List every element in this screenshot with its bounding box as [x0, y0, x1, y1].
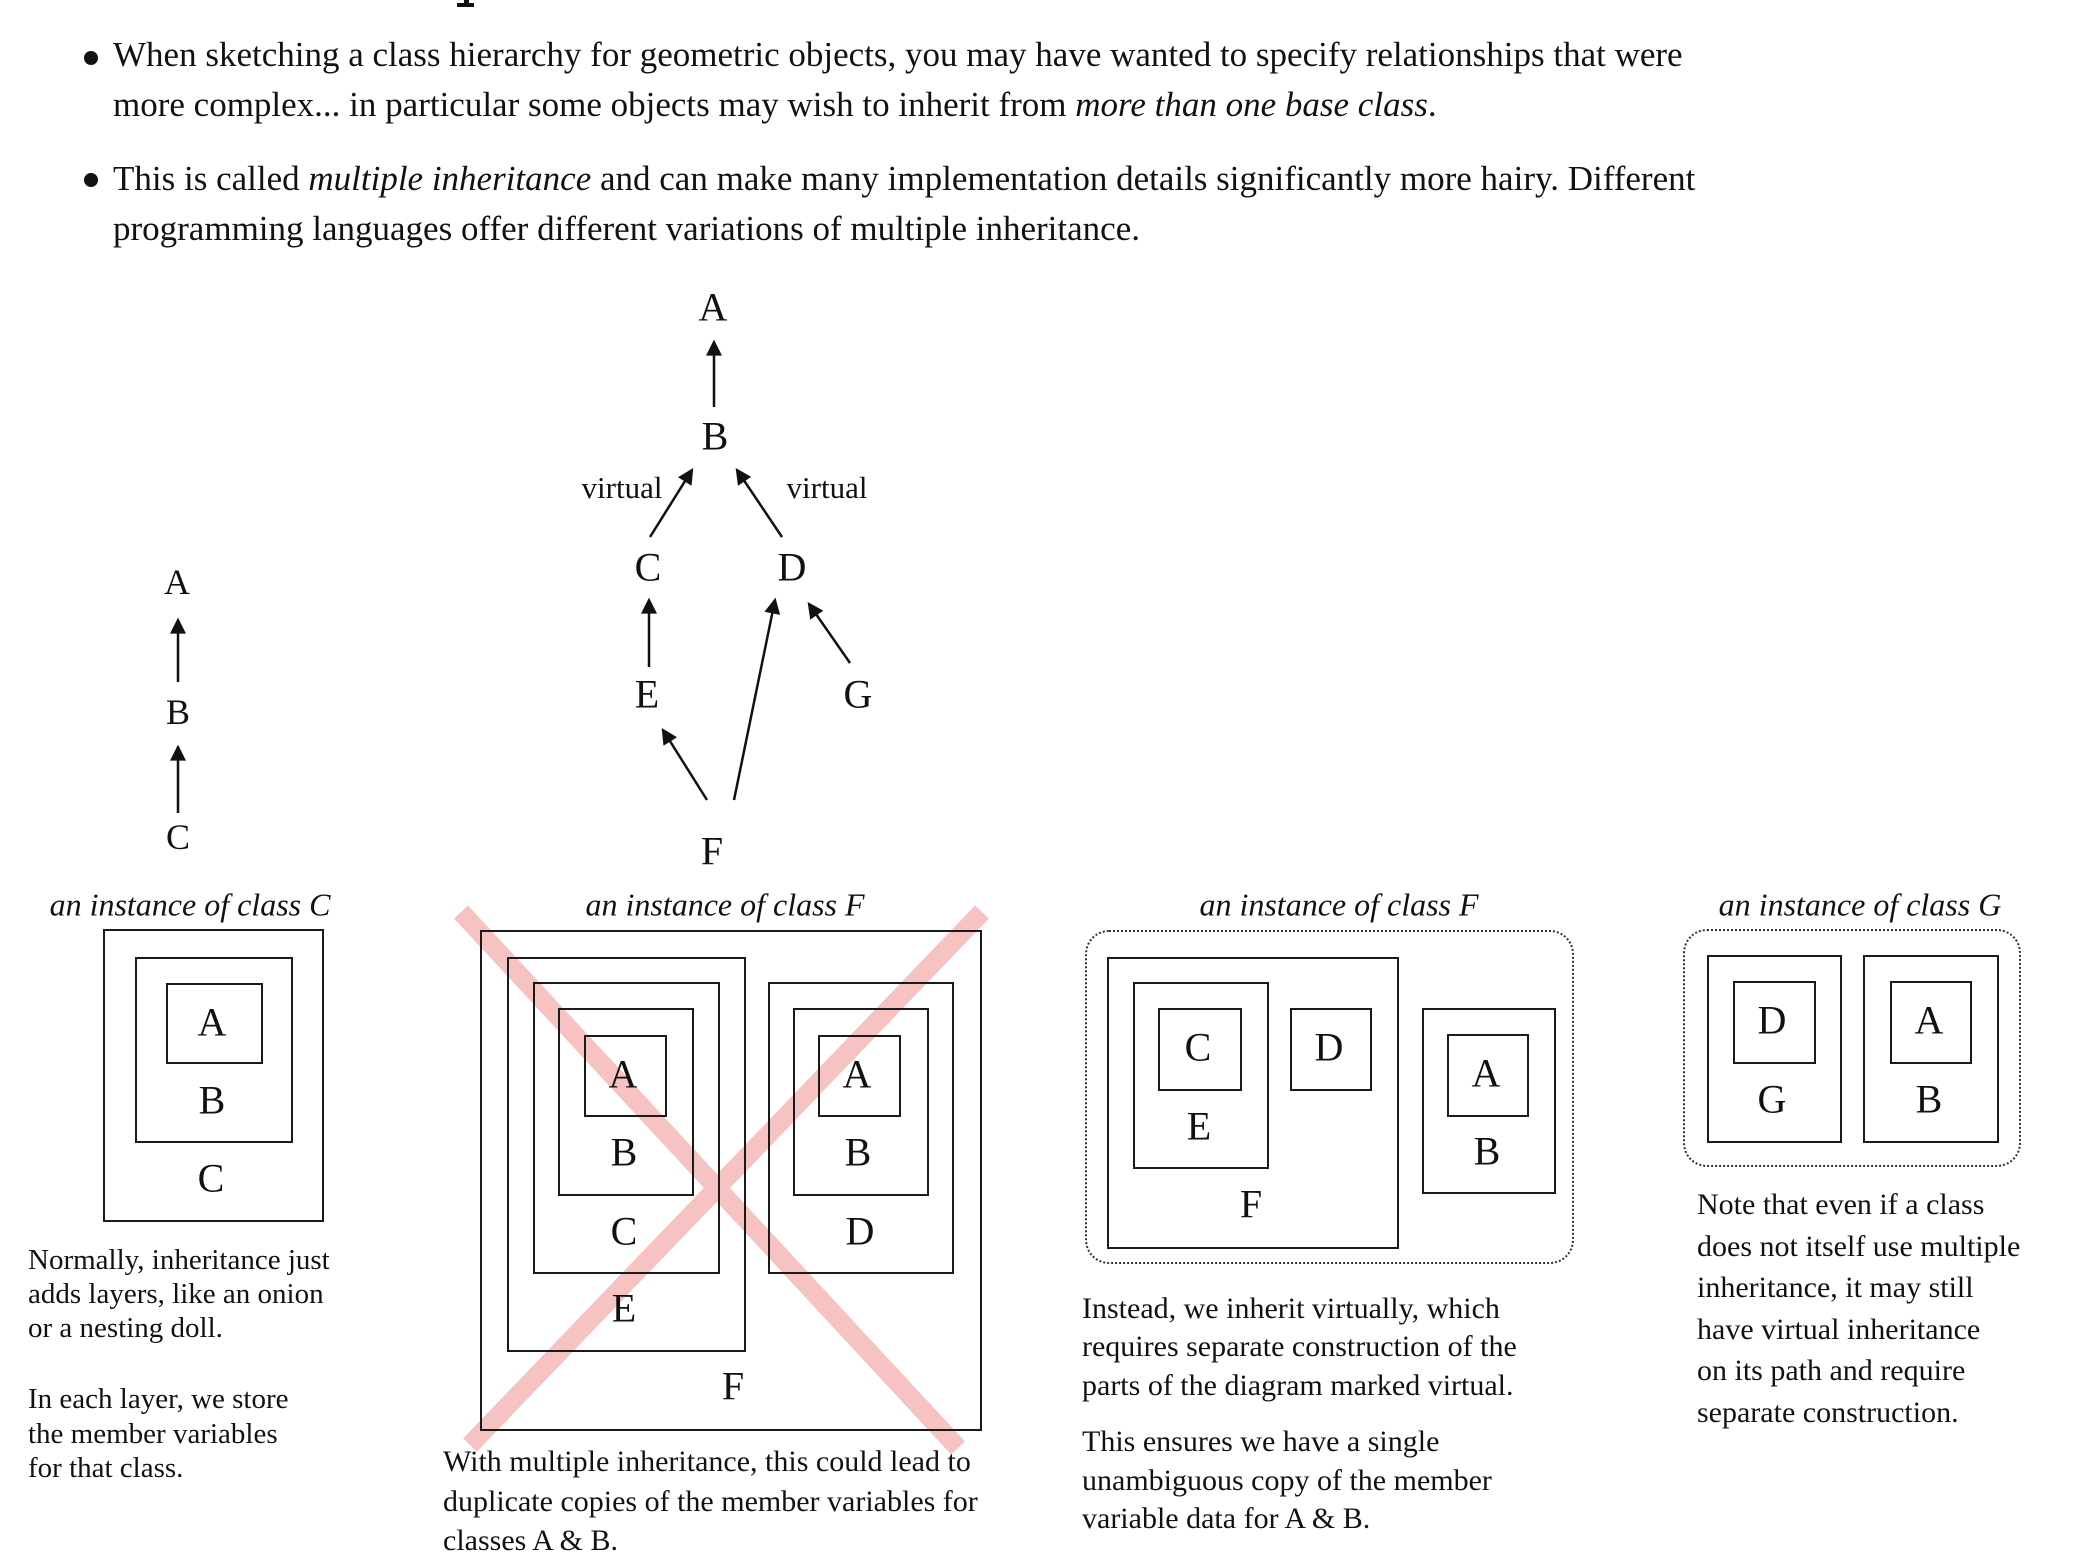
panel4-note-line3: inheritance, it may still — [1697, 1271, 1974, 1304]
arrow-g-to-d — [809, 604, 850, 663]
bullet1-line2-plain: more complex... in particular some objects may wish to inherit from — [113, 85, 1076, 124]
panel4-note-line5: on its path and require — [1697, 1354, 1966, 1387]
panel4-title: an instance of class G — [1718, 886, 2002, 923]
panel4-label-d: D — [1757, 997, 1787, 1043]
bullet2-line1 — [113, 161, 1695, 196]
inheritance-graphs-canvas — [0, 280, 1000, 880]
arrow-d-to-b — [737, 470, 782, 537]
panel1-title: an instance of class C — [49, 886, 331, 923]
left-chain-node-b: B — [165, 692, 191, 732]
panel2-left-label-a: A — [608, 1051, 638, 1097]
bullet1-line2 — [113, 87, 1437, 122]
panel2-title: an instance of class F — [585, 886, 865, 923]
hierarchy-node-a: A — [698, 284, 728, 330]
panel3-caption1-line3: parts of the diagram marked virtual. — [1082, 1369, 1514, 1402]
panel2-right-label-b: B — [844, 1129, 872, 1175]
hierarchy-virtual-right: virtual — [786, 470, 868, 505]
hierarchy-node-c: C — [634, 544, 662, 590]
bullet1-line2-italic: more than one base class — [1075, 85, 1428, 124]
arrow-f-to-e — [663, 730, 707, 800]
panel2-left-label-b: B — [610, 1129, 638, 1175]
bullet2-line2 — [113, 211, 1140, 246]
panel2-caption-line2: duplicate copies of the member variables for — [443, 1485, 978, 1518]
panel3-label-d: D — [1314, 1024, 1344, 1070]
panel3-title: an instance of class F — [1199, 886, 1479, 923]
bullet2-line1-italic: multiple inheritance — [308, 159, 592, 198]
panel3-label-e: E — [1186, 1103, 1212, 1149]
cropped-title-fragment-stem — [464, 0, 469, 7]
hierarchy-node-g: G — [843, 671, 873, 717]
panel3-caption1-line1: Instead, we inherit virtually, which — [1082, 1292, 1500, 1325]
panel1-label-a: A — [197, 999, 227, 1045]
panel2-right-label-d: D — [845, 1208, 875, 1254]
panel4-note-line2: does not itself use multiple — [1697, 1230, 2021, 1263]
panel1-caption1-line3: or a nesting doll. — [28, 1312, 223, 1344]
panel3-label-a: A — [1471, 1050, 1501, 1096]
arrow-f-to-d — [734, 600, 775, 800]
panel3-caption2-line2: unambiguous copy of the member — [1082, 1464, 1492, 1497]
panel2-label-f: F — [721, 1363, 745, 1409]
bullet2-line1-plain: This is called — [113, 159, 309, 198]
hierarchy-node-f: F — [700, 828, 724, 874]
panel2-right-label-a: A — [842, 1051, 872, 1097]
left-chain-node-a: A — [164, 562, 190, 602]
panel3-label-b: B — [1473, 1128, 1501, 1174]
bullet-dot-2 — [84, 173, 98, 187]
left-chain-node-c: C — [165, 817, 191, 857]
bullet1-line1-text: When sketching a class hierarchy for geometric objects, you may have wanted to specify relationships that were — [113, 35, 1683, 74]
panel3-caption2-line3: variable data for A & B. — [1082, 1502, 1371, 1535]
hierarchy-virtual-left: virtual — [581, 470, 663, 505]
panel1-caption2-line1: In each layer, we store — [28, 1383, 289, 1415]
hierarchy-node-e: E — [634, 671, 660, 717]
panel2-caption-line1: With multiple inheritance, this could lead to — [443, 1445, 971, 1478]
panel4-label-a: A — [1914, 997, 1944, 1043]
panel2-caption-line3: classes A & B. — [443, 1524, 619, 1557]
panel1-caption1-line2: adds layers, like an onion — [28, 1278, 324, 1310]
panel3-caption2-line1: This ensures we have a single — [1082, 1425, 1440, 1458]
bullet2-line2-text: programming languages offer different variations of multiple inheritance. — [113, 209, 1140, 248]
panel3-label-f: F — [1239, 1181, 1263, 1227]
panel4-note-line6: separate construction. — [1697, 1396, 1959, 1429]
panel1-caption2-line2: the member variables — [28, 1418, 278, 1450]
panel4-note-line4: have virtual inheritance — [1697, 1313, 1981, 1346]
panel3-label-c: C — [1184, 1024, 1212, 1070]
hierarchy-node-d: D — [777, 544, 807, 590]
panel1-caption2-line3: for that class. — [28, 1452, 184, 1484]
hierarchy-node-b: B — [701, 413, 729, 459]
panel4-label-b: B — [1915, 1076, 1943, 1122]
bullet1-line2-period: . — [1427, 85, 1437, 124]
panel2-left-label-e: E — [611, 1285, 637, 1331]
panel3-caption1-line2: requires separate construction of the — [1082, 1330, 1517, 1363]
panel4-label-g: G — [1757, 1076, 1787, 1122]
panel2-left-label-c: C — [610, 1208, 638, 1254]
panel1-caption1-line1: Normally, inheritance just — [28, 1244, 330, 1276]
panel1-label-c: C — [197, 1155, 225, 1201]
bullet1-line1 — [113, 37, 1683, 72]
bullet2-line1-rest: and can make many implementation details significantly more hairy. Different — [591, 159, 1696, 198]
bullet-dot-1 — [84, 51, 98, 65]
panel1-label-b: B — [198, 1077, 226, 1123]
panel4-note-line1: Note that even if a class — [1697, 1188, 1985, 1221]
